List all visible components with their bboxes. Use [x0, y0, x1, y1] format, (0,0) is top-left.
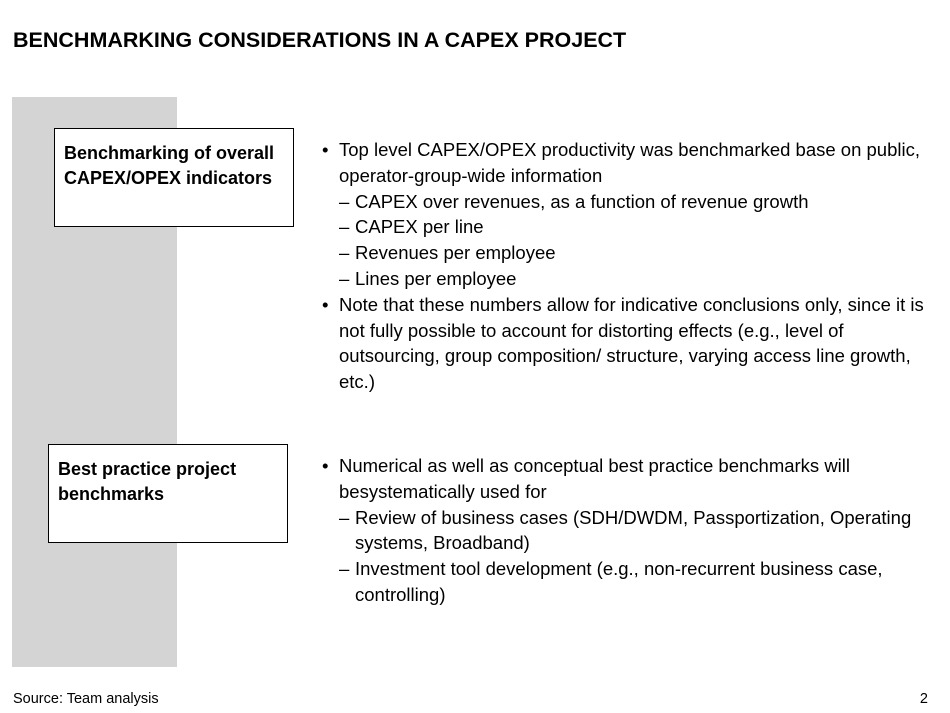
- sub-bullet-text: Revenues per employee: [355, 242, 556, 264]
- sub-bullet-text: Review of business cases (SDH/DWDM, Passportization, Operating systems, Broadband): [355, 506, 912, 554]
- sub-bullet-item: [322, 266, 932, 292]
- bullet-dot-icon: •: [322, 455, 329, 476]
- source-note: Source: Team analysis: [13, 691, 159, 707]
- sub-bullet-item: [322, 556, 932, 608]
- page-number: 2: [919, 691, 928, 707]
- dash-icon: –: [339, 242, 350, 264]
- bullet-dot-icon: •: [322, 293, 329, 315]
- sub-bullet-text: Lines per employee: [355, 267, 517, 289]
- bullet-item: [322, 137, 932, 189]
- page-title: BENCHMARKING CONSIDERATIONS IN A CAPEX PROJECT: [13, 28, 627, 52]
- section-label-box-best-practice: Best practice project benchmarks: [48, 444, 288, 543]
- dash-icon: –: [339, 267, 350, 289]
- bullet-list-capex-opex: [322, 137, 932, 395]
- sub-bullet-text: Investment tool development (e.g., non-recurrent business case, controlling): [355, 558, 883, 605]
- sub-bullet-item: [322, 214, 932, 240]
- bullet-dot-icon: •: [322, 139, 329, 160]
- bullet-item: [322, 292, 932, 395]
- bullet-text: Numerical as well as conceptual best practice benchmarks will besystematically used for: [339, 455, 851, 502]
- section-label-box-capex-opex: Benchmarking of overall CAPEX/OPEX indicators: [54, 128, 294, 227]
- dash-icon: –: [339, 216, 350, 238]
- bullet-list-best-practice: [322, 453, 932, 608]
- sub-bullet-item: [322, 189, 932, 215]
- dash-icon: –: [339, 506, 350, 528]
- bullet-text: Note that these numbers allow for indicative conclusions only, since it is not fully possible to account for distorting effects (e.g., level of outsourcing, group composition/ structure, varying access line growth, etc.): [339, 293, 924, 393]
- sub-bullet-text: CAPEX per line: [355, 216, 484, 238]
- sub-bullet-item: [322, 505, 932, 557]
- bullet-text: Top level CAPEX/OPEX productivity was benchmarked base on public, operator-group-wide information: [339, 139, 920, 186]
- dash-icon: –: [339, 558, 350, 580]
- sub-bullet-text: CAPEX over revenues, as a function of revenue growth: [355, 190, 809, 212]
- dash-icon: –: [339, 190, 350, 212]
- sub-bullet-item: [322, 240, 932, 266]
- bullet-item: [322, 453, 932, 505]
